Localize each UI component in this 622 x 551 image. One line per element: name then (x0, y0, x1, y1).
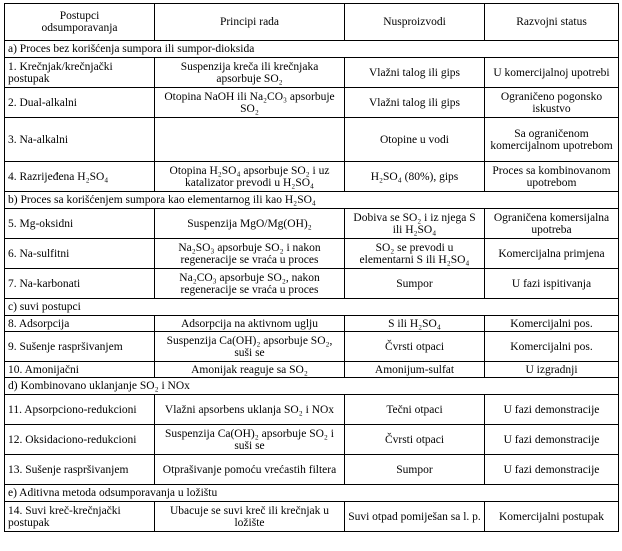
cell-principle: Vlažni apsorbens uklanja SO₂ i NOx (155, 395, 345, 425)
cell-principle: Na₂CO₃ apsorbuje SO₂, nakon regeneracije se vraća u proces (155, 269, 345, 299)
cell-principle: Ubacuje se suvi kreč ili krečnjak u ložište (155, 502, 345, 532)
cell-byproduct: Vlažni talog ili gips (345, 58, 485, 88)
cell-byproduct: Suvi otpad pomiješan sa l. p. (345, 502, 485, 532)
cell-status: Komercijalni pos. (485, 332, 619, 362)
cell-principle: Suspenzija kreča ili krečnjaka apsorbuje SO₂ (155, 58, 345, 88)
cell-status: U fazi ispitivanja (485, 269, 619, 299)
cell-byproduct: Sumpor (345, 269, 485, 299)
cell-status: Komercijalni pos. (485, 316, 619, 332)
section-title: d) Kombinovano uklanjanje SO₂ i NOx (5, 378, 619, 395)
cell-status: U fazi demonstracije (485, 425, 619, 455)
cell-byproduct: H₂SO₄ (80%), gips (345, 162, 485, 192)
cell-method: 13. Sušenje raspršivanjem (5, 455, 155, 485)
section-title: a) Proces bez korišćenja sumpora ili sumpor-dioksida (5, 41, 619, 58)
header-byproducts: Nusproizvodi (345, 4, 485, 41)
table-row (5, 332, 619, 362)
table-row (5, 118, 619, 162)
cell-byproduct: SO₂ se prevodi u elementarni S ili H₂SO₄ (345, 239, 485, 269)
cell-method: 12. Oksidaciono-redukcioni (5, 425, 155, 455)
cell-method: 5. Mg-oksidni (5, 209, 155, 239)
cell-principle: Adsorpcija na aktivnom uglju (155, 316, 345, 332)
table-row (5, 162, 619, 192)
cell-principle: Na₂SO₃ apsorbuje SO₂ i nakon regeneracije se vraća u proces (155, 239, 345, 269)
cell-method: 3. Na-alkalni (5, 118, 155, 162)
section-row (5, 299, 619, 316)
cell-principle: Otopina H₂SO₄ apsorbuje SO₂ i uz katalizator prevodi u H₂SO₄ (155, 162, 345, 192)
cell-status: Proces sa kombinovanom upotrebom (485, 162, 619, 192)
cell-method: 7. Na-karbonati (5, 269, 155, 299)
cell-status: U fazi demonstracije (485, 455, 619, 485)
section-row (5, 192, 619, 209)
cell-principle: Suspenzija Ca(OH)₂ apsorbuje SO₂ i suši se (155, 425, 345, 455)
table-row (5, 239, 619, 269)
table-row (5, 362, 619, 378)
cell-principle: Otprašivanje pomoću vrećastih filtera (155, 455, 345, 485)
desulfurization-table (4, 3, 619, 532)
cell-method: 1. Krečnjak/krečnjački postupak (5, 58, 155, 88)
table-row (5, 425, 619, 455)
cell-method: 11. Apsorpciono-redukcioni (5, 395, 155, 425)
section-title: b) Proces sa korišćenjem sumpora kao elementarnog ili kao H₂SO₄ (5, 192, 619, 209)
cell-principle: Otopina NaOH ili Na₂CO₃ apsorbuje SO₂ (155, 88, 345, 118)
section-title: c) suvi postupci (5, 299, 619, 316)
cell-principle (155, 118, 345, 162)
table-row (5, 502, 619, 532)
cell-method: 14. Suvi kreč-krečnjački postupak (5, 502, 155, 532)
cell-method: 4. Razrijeđena H₂SO₄ (5, 162, 155, 192)
section-row (5, 378, 619, 395)
cell-byproduct: Sumpor (345, 455, 485, 485)
table-row (5, 269, 619, 299)
section-title: e) Aditivna metoda odsumporavanja u ložištu (5, 485, 619, 502)
cell-principle: Amonijak reaguje sa SO₂ (155, 362, 345, 378)
table-row (5, 455, 619, 485)
cell-principle: Suspenzija Ca(OH)₂ apsorbuje SO₂, suši se (155, 332, 345, 362)
table-header-row (5, 4, 619, 41)
cell-status: Ograničena komersijalna upotreba (485, 209, 619, 239)
cell-principle: Suspenzija MgO/Mg(OH)₂ (155, 209, 345, 239)
section-row (5, 41, 619, 58)
cell-status: Komercijalni postupak (485, 502, 619, 532)
cell-method: 6. Na-sulfitni (5, 239, 155, 269)
table-row (5, 316, 619, 332)
cell-status: U fazi demonstracije (485, 395, 619, 425)
header-principles: Principi rada (155, 4, 345, 41)
table-body (5, 41, 619, 532)
cell-status: Ograničeno pogonsko iskustvo (485, 88, 619, 118)
cell-byproduct: Vlažni talog ili gips (345, 88, 485, 118)
cell-method: 10. Amonijačni (5, 362, 155, 378)
cell-status: U izgradnji (485, 362, 619, 378)
table-row (5, 395, 619, 425)
table-row (5, 209, 619, 239)
cell-method: 9. Sušenje raspršivanjem (5, 332, 155, 362)
cell-byproduct: Čvrsti otpaci (345, 425, 485, 455)
cell-byproduct: Otopine u vodi (345, 118, 485, 162)
cell-byproduct: Čvrsti otpaci (345, 332, 485, 362)
header-status: Razvojni status (485, 4, 619, 41)
cell-byproduct: Amonijum-sulfat (345, 362, 485, 378)
header-methods: Postupci odsumporavanja (5, 4, 155, 41)
cell-status: U komercijalnoj upotrebi (485, 58, 619, 88)
cell-method: 8. Adsorpcija (5, 316, 155, 332)
table-row (5, 58, 619, 88)
cell-method: 2. Dual-alkalni (5, 88, 155, 118)
cell-byproduct: S ili H₂SO₄ (345, 316, 485, 332)
cell-byproduct: Tečni otpaci (345, 395, 485, 425)
cell-status: Komercijalna primjena (485, 239, 619, 269)
cell-status: Sa ograničenom komercijalnom upotrebom (485, 118, 619, 162)
cell-byproduct: Dobiva se SO₂ i iz njega S ili H₂SO₄ (345, 209, 485, 239)
table-row (5, 88, 619, 118)
section-row (5, 485, 619, 502)
